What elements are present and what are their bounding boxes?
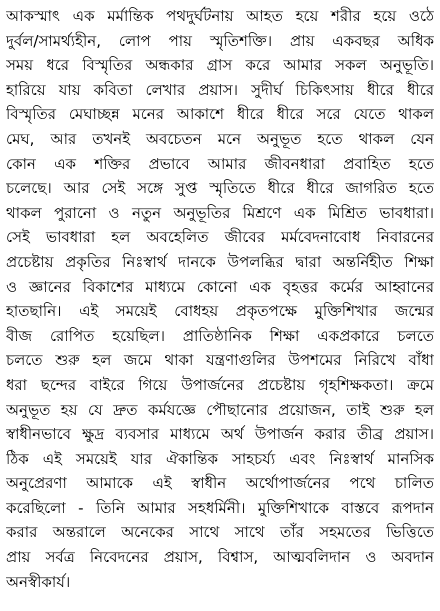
body-paragraph: [6, 4, 434, 594]
text-line: ধরা ছন্দের বাইরে গিয়ে উপার্জনের প্রচেষ্টায় গৃহশিক্ষকতা। ক্রমে: [6, 375, 434, 394]
text-line: সময় ধরে বিস্মৃতির অন্ধকার গ্রাস করে আমার সকল অনুভূতি।: [6, 56, 434, 75]
text-line: মেঘ, আর তখনই অবচেতন মনে অনুভূত হতে থাকল যেন: [6, 129, 434, 148]
text-line: হাতছানি। এই সময়েই বোধহয় প্রকৃতপক্ষে মুক্তিশিখার জন্মের: [6, 302, 434, 321]
document-page: [6, 4, 434, 607]
text-line: দুর্বল/সামর্থ্যহীন, লোপ পায় স্মৃতিশক্তি। প্রায় একবছর অধিক: [6, 31, 434, 50]
text-line: প্রায় সর্বত্র নিবেদনের প্রয়াস, বিশ্বাস, আত্মবলিদান ও অবদান: [6, 548, 434, 567]
text-line: স্বাধীনভাবে ক্ষুদ্র ব্যবসার মাধ্যমে অর্থ উপার্জন করার তীব্র প্রয়াস।: [6, 425, 434, 444]
text-line: আকস্মাৎ এক মর্মান্তিক পথদুর্ঘটনায় আহত হয়ে শরীর হয়ে ওঠে: [6, 7, 434, 25]
text-line: কোন এক শক্তির প্রভাবে আমার জীবনধারা প্রবাহিত হতে: [6, 154, 434, 173]
text-line: অনস্বীকার্য।: [6, 572, 71, 591]
text-line: বীজ রোপিত হয়েছিল। প্রাতিষ্ঠানিক শিক্ষা একপ্রকারে চলতে: [6, 326, 434, 345]
text-line: ও জ্ঞানের বিকাশের মাধ্যমে কোনো এক বৃহত্তর কর্মের আহ্বানের: [6, 277, 434, 296]
text-line: চলতে শুরু হল জমে থাকা যন্ত্রণাগুলির উপশমের নিরিখে বাঁধা: [6, 351, 434, 370]
text-line: অনুভূত হয় যে দ্রুত কর্মযজ্ঞে পৌছানোর প্রয়োজন, তাই শুরু হল: [6, 400, 434, 419]
text-line: হারিয়ে যায় কবিতা লেখার প্রয়াস। সুদীর্ঘ চিকিৎসায় ধীরে ধীরে: [6, 80, 434, 99]
text-line: থাকল পুরানো ও নতুন অনুভূতির মিশ্রণে এক মিশ্রিত ভাবধারা।: [6, 203, 434, 222]
text-line: করার অন্তরালে অনেকের সাথে সাথে তাঁর সহমতের ভিত্তিতে: [6, 523, 434, 542]
text-line: অনুপ্রেরণা আমাকে এই স্বাধীন অর্থোপার্জনের পথে চালিত: [6, 474, 434, 493]
text-line: করেছিলো - তিনি আমার সহধর্মিনী। মুক্তিশিখাকে বাস্তবে রূপদান: [6, 498, 434, 517]
text-line: সেই ভাবধারা হল অবহেলিত জীবের মর্মবেদনাবোধ নিবারনের: [6, 228, 434, 247]
text-line: বিস্মৃতির মেঘাচ্ছন্ন মনের আকাশে ধীরে ধীরে সরে যেতে থাকল: [6, 105, 434, 124]
text-line: প্রচেষ্টায় প্রকৃতির নিঃস্বার্থ দানকে উপলব্ধির দ্বারা অন্তর্নিহীত শিক্ষা: [6, 252, 434, 271]
text-line: ঠিক এই সময়েই যার ঐকান্তিক সাহচর্য্য এবং নিঃস্বার্থ মানসিক: [6, 449, 434, 468]
text-line: চলেছে। আর সেই সঙ্গে সুপ্ত স্মৃতিতে ধীরে ধীরে জাগরিত হতে: [6, 179, 434, 198]
